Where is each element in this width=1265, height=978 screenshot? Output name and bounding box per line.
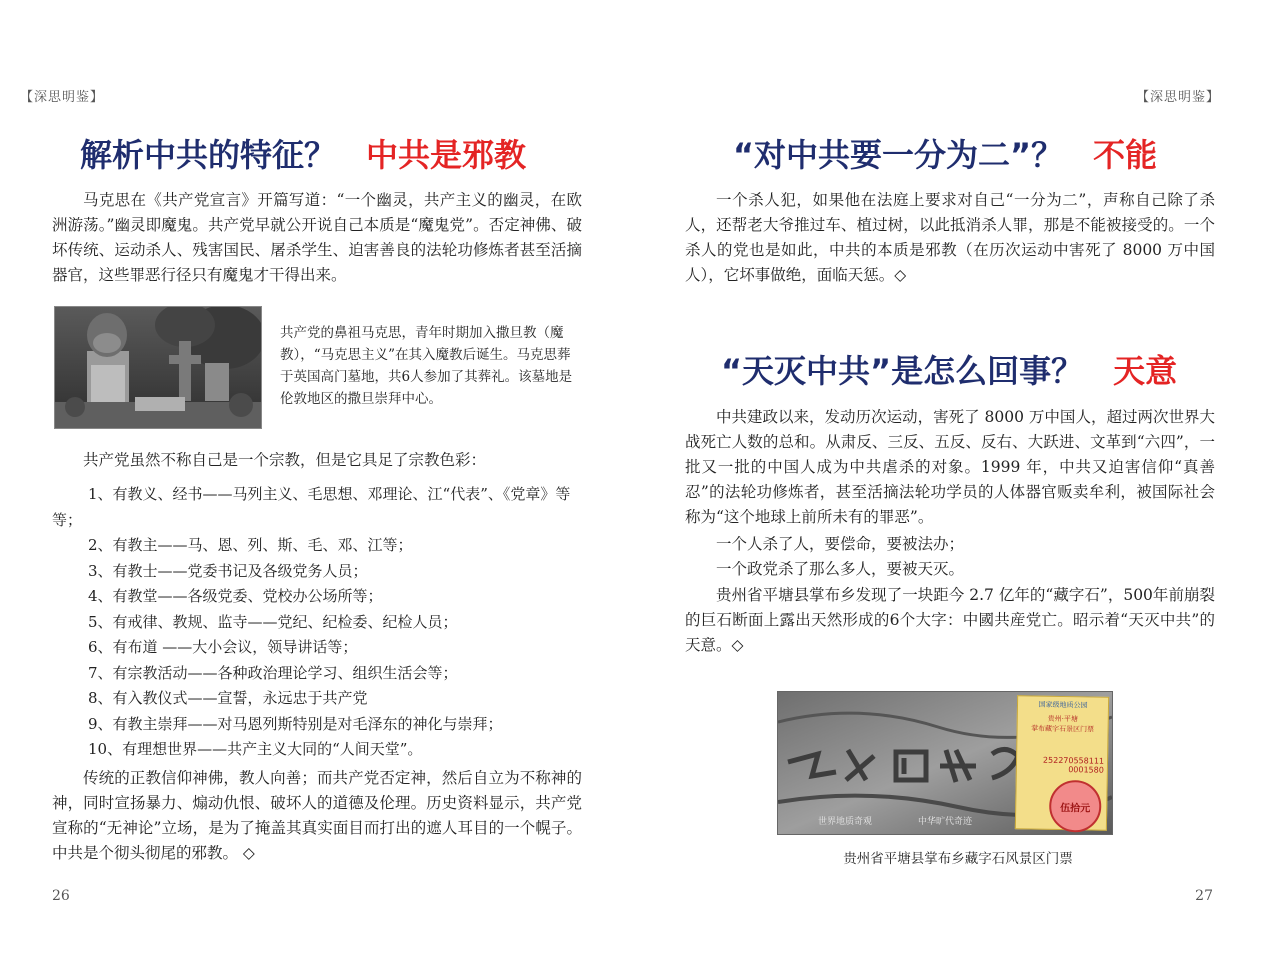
page-number: 26 <box>52 888 70 904</box>
marx-grave-image <box>55 307 261 428</box>
headline-divide <box>733 130 1157 176</box>
section-tag: 【深思明鉴】 <box>20 90 105 105</box>
headline-heaven <box>721 346 1177 392</box>
headline <box>80 130 526 176</box>
intro-paragraph: 马克思在《共产党宣言》开篇写道：“一个幽灵，共产主义的幽灵，在欧洲游荡。”幽灵即魔鬼。共产党早就公开说自己本质是“魔鬼党”。否定神佛、破坏传统、运动杀人、残害国民、屠杀学生、迫害善良的法轮功修炼者甚至活摘器官，这些罪恶行径只有魔鬼才干得出来。 <box>52 191 582 284</box>
punish-line-person: 一个人杀了人，要偿命，要被法办； <box>716 535 965 553</box>
right-page <box>633 0 1265 978</box>
ticket-line1: 贵州·平塘 <box>1047 714 1078 724</box>
list-item: 8、有入教仪式——宣誓，永远忠于共产党 <box>88 689 368 707</box>
ticket <box>1015 695 1109 831</box>
marx-grave-photo <box>54 306 262 429</box>
punish-line-party: 一个政党杀了那么多人，要被天灭。 <box>716 560 965 578</box>
list-item: 5、有戒律、教规、监寺——党纪、纪检委、纪检人员； <box>88 612 458 631</box>
list-item: 10、有理想世界——共产主义大同的“人间天堂”。 <box>88 740 423 758</box>
stone-paragraph: 贵州省平塘县掌布乡发现了一块距今 2.7 亿年的“藏字石”，500年前崩裂的巨石断面上露出天然形成的6个大字：中國共産党亡。昭示着“天灭中共”的天意。◇ <box>685 586 1215 654</box>
ticket-bottom-right: 中华旷代奇迹 <box>918 817 973 827</box>
headline-answer: 天意 <box>1113 352 1178 390</box>
page-number: 27 <box>1195 888 1213 904</box>
list-item: 4、有教堂——各级党委、党校办公场所等； <box>88 587 383 605</box>
photo-caption: 共产党的鼻祖马克思，青年时期加入撒旦教（魔教），“马克思主义”在其入魔教后诞生。马克思葬于英国高门墓地，共6人参加了其葬礼。该墓地是伦敦地区的撒旦崇拜中心。 <box>280 325 573 407</box>
ticket-bottom-left: 世界地质奇观 <box>818 817 873 827</box>
stone-ticket-photo <box>777 691 1113 835</box>
list-intro: 共产党虽然不称自己是一个宗教，但是它具足了宗教色彩： <box>83 451 487 469</box>
headline-answer: 不能 <box>1093 136 1158 174</box>
stone-photo-caption: 贵州省平塘县掌布乡藏字石风景区门票 <box>843 851 1073 867</box>
section-tag: 【深思明鉴】 <box>1135 90 1220 105</box>
headline-question: “天灭中共”是怎么回事？ <box>721 352 1084 390</box>
list-item: 2、有教主——马、恩、列、斯、毛、邓、江等； <box>88 536 413 554</box>
left-page <box>0 0 632 978</box>
list-item: 9、有教主崇拜——对马恩列斯特别是对毛泽东的神化与崇拜； <box>88 714 503 733</box>
list-item: 3、有教士——党委书记及各级党务人员； <box>88 561 368 580</box>
list-item: 6、有布道 ——大小会议，领导讲话等； <box>88 638 358 656</box>
list-item: 7、有宗教活动——各种政治理论学习、组织生活会等； <box>88 663 458 682</box>
headline-question: “对中共要一分为二”？ <box>733 136 1064 174</box>
divide-paragraph: 一个杀人犯，如果他在法庭上要求对自己“一分为二”，声称自己除了杀人，还帮老大爷推过车、植过树，以此抵消杀人罪，那是不能被接受的。一个杀人的党也是如此，中共的本质是邪教（在历次运动中害死了 8000 万中国人），它坏事做绝，面临天惩。◇ <box>685 191 1215 284</box>
ticket-serial: 252270558111 <box>1042 755 1105 766</box>
ticket-code: 0001580 <box>1068 765 1104 775</box>
ticket-price-stamp: 伍拾元 <box>1049 780 1102 833</box>
ticket-line2: 掌布藏字石景区门票 <box>1031 724 1095 734</box>
ticket-header: 国家级地质公园 <box>1038 700 1088 710</box>
list-item: 1、有教义、经书——马列主义、毛思想、邓理论、江“代表”、《党章》等等； <box>52 485 571 529</box>
conclusion-paragraph: 传统的正教信仰神佛，教人向善；而共产党否定神，然后自立为不称神的神，同时宣扬暴力、煽动仇恨、破坏人的道德及伦理。历史资料显示，共产党宣称的“无神论”立场，是为了掩盖其真实面目而打出的遮人耳目的一个幌子。中共是个彻头彻尾的邪教。 ◇ <box>52 769 582 862</box>
headline-answer: 中共是邪教 <box>366 136 527 174</box>
heaven-paragraph: 中共建政以来，发动历次运动，害死了 8000 万中国人，超过两次世界大战死亡人数的总和。从肃反、三反、五反、反右、大跃进、文革到“六四”，一批又一批的中国人成为中共虐杀的对象。1999 年，中共又迫害信仰“真善忍”的法轮功修炼者，甚至活摘法轮功学员的人体器官贩卖牟利，被国际社会称为“这个地球上前所未有的罪恶”。 <box>685 408 1215 526</box>
headline-question: 解析中共的特征？ <box>80 136 337 174</box>
religion-traits-list <box>52 482 582 763</box>
